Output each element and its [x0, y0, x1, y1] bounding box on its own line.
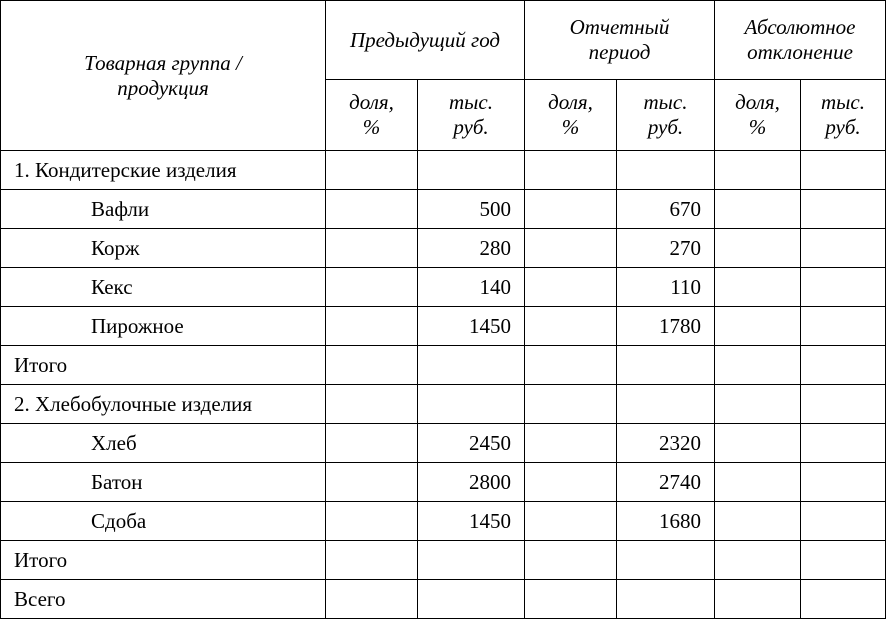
table-row: [1, 502, 886, 541]
header-prev-rub: тыс. руб.: [418, 80, 525, 151]
cell-cur-rub: [617, 580, 715, 619]
cell-dev-share: [715, 385, 801, 424]
cell-dev-share: [715, 580, 801, 619]
cell-cur-rub: 270: [617, 229, 715, 268]
cell-prev-share: [326, 580, 418, 619]
cell-dev-rub: [801, 307, 886, 346]
cell-dev-rub: [801, 151, 886, 190]
cell-prev-rub: 2800: [418, 463, 525, 502]
cell-prev-rub: [418, 541, 525, 580]
table-row: [1, 307, 886, 346]
cell-dev-rub: [801, 229, 886, 268]
cell-prev-rub: 2450: [418, 424, 525, 463]
cell-prev-share: [326, 541, 418, 580]
cell-prev-share: [326, 229, 418, 268]
cell-cur-share: [525, 268, 617, 307]
cell-prev-share: [326, 151, 418, 190]
cell-prev-share: [326, 385, 418, 424]
cell-prev-share: [326, 502, 418, 541]
header-product-group: Товарная группа / продукция: [1, 1, 326, 151]
cell-dev-rub: [801, 502, 886, 541]
cell-prev-rub: 1450: [418, 502, 525, 541]
row-label: 2. Хлебобулочные изделия: [1, 385, 326, 424]
cell-cur-rub: 2320: [617, 424, 715, 463]
cell-cur-rub: 670: [617, 190, 715, 229]
cell-prev-share: [326, 268, 418, 307]
cell-dev-rub: [801, 268, 886, 307]
row-label: Пирожное: [1, 307, 326, 346]
cell-prev-rub: [418, 151, 525, 190]
header-cur-share: доля, %: [525, 80, 617, 151]
cell-dev-share: [715, 268, 801, 307]
cell-dev-rub: [801, 541, 886, 580]
header-reporting-period: Отчетный период: [525, 1, 715, 80]
cell-cur-rub: [617, 346, 715, 385]
cell-dev-share: [715, 541, 801, 580]
table-body: [1, 151, 886, 619]
cell-dev-share: [715, 424, 801, 463]
cell-prev-rub: 500: [418, 190, 525, 229]
header-dev-rub: тыс. руб.: [801, 80, 886, 151]
table-row: [1, 463, 886, 502]
cell-prev-rub: [418, 580, 525, 619]
table-row: [1, 346, 886, 385]
row-label: Сдоба: [1, 502, 326, 541]
cell-cur-share: [525, 424, 617, 463]
cell-prev-rub: 140: [418, 268, 525, 307]
cell-cur-share: [525, 190, 617, 229]
row-label: Вафли: [1, 190, 326, 229]
table-row: [1, 541, 886, 580]
row-label: Итого: [1, 346, 326, 385]
cell-prev-share: [326, 346, 418, 385]
cell-prev-rub: 280: [418, 229, 525, 268]
cell-cur-rub: 1780: [617, 307, 715, 346]
cell-dev-rub: [801, 424, 886, 463]
table-row: [1, 385, 886, 424]
cell-dev-share: [715, 463, 801, 502]
cell-cur-share: [525, 346, 617, 385]
cell-dev-rub: [801, 190, 886, 229]
table-row: [1, 151, 886, 190]
cell-cur-rub: [617, 385, 715, 424]
header-cur-rub: тыс. руб.: [617, 80, 715, 151]
cell-cur-rub: 110: [617, 268, 715, 307]
table-row: [1, 268, 886, 307]
cell-dev-share: [715, 229, 801, 268]
table-row: [1, 229, 886, 268]
header-dev-share: доля, %: [715, 80, 801, 151]
cell-dev-rub: [801, 385, 886, 424]
cell-dev-share: [715, 307, 801, 346]
cell-dev-share: [715, 502, 801, 541]
cell-cur-share: [525, 151, 617, 190]
cell-dev-rub: [801, 580, 886, 619]
cell-dev-rub: [801, 463, 886, 502]
cell-cur-share: [525, 307, 617, 346]
cell-prev-rub: 1450: [418, 307, 525, 346]
cell-cur-rub: 2740: [617, 463, 715, 502]
cell-cur-share: [525, 502, 617, 541]
cell-prev-share: [326, 463, 418, 502]
header-absolute-deviation: Абсолютное отклонение: [715, 1, 886, 80]
cell-cur-share: [525, 580, 617, 619]
cell-cur-share: [525, 229, 617, 268]
cell-prev-share: [326, 307, 418, 346]
cell-prev-rub: [418, 346, 525, 385]
row-label: Батон: [1, 463, 326, 502]
table-header: [1, 1, 886, 151]
cell-cur-rub: [617, 151, 715, 190]
header-prev-share: доля, %: [326, 80, 418, 151]
cell-prev-rub: [418, 385, 525, 424]
row-label: Хлеб: [1, 424, 326, 463]
row-label: Итого: [1, 541, 326, 580]
cell-cur-rub: [617, 541, 715, 580]
cell-dev-share: [715, 346, 801, 385]
cell-prev-share: [326, 190, 418, 229]
table-row: [1, 190, 886, 229]
cell-cur-share: [525, 463, 617, 502]
cell-dev-share: [715, 151, 801, 190]
cell-cur-share: [525, 385, 617, 424]
cell-cur-rub: 1680: [617, 502, 715, 541]
cell-cur-share: [525, 541, 617, 580]
row-label: 1. Кондитерские изделия: [1, 151, 326, 190]
row-label: Кекс: [1, 268, 326, 307]
cell-dev-rub: [801, 346, 886, 385]
table-row: [1, 580, 886, 619]
table-row: [1, 424, 886, 463]
cell-dev-share: [715, 190, 801, 229]
header-previous-year: Предыдущий год: [326, 1, 525, 80]
row-label: Корж: [1, 229, 326, 268]
row-label: Всего: [1, 580, 326, 619]
cell-prev-share: [326, 424, 418, 463]
